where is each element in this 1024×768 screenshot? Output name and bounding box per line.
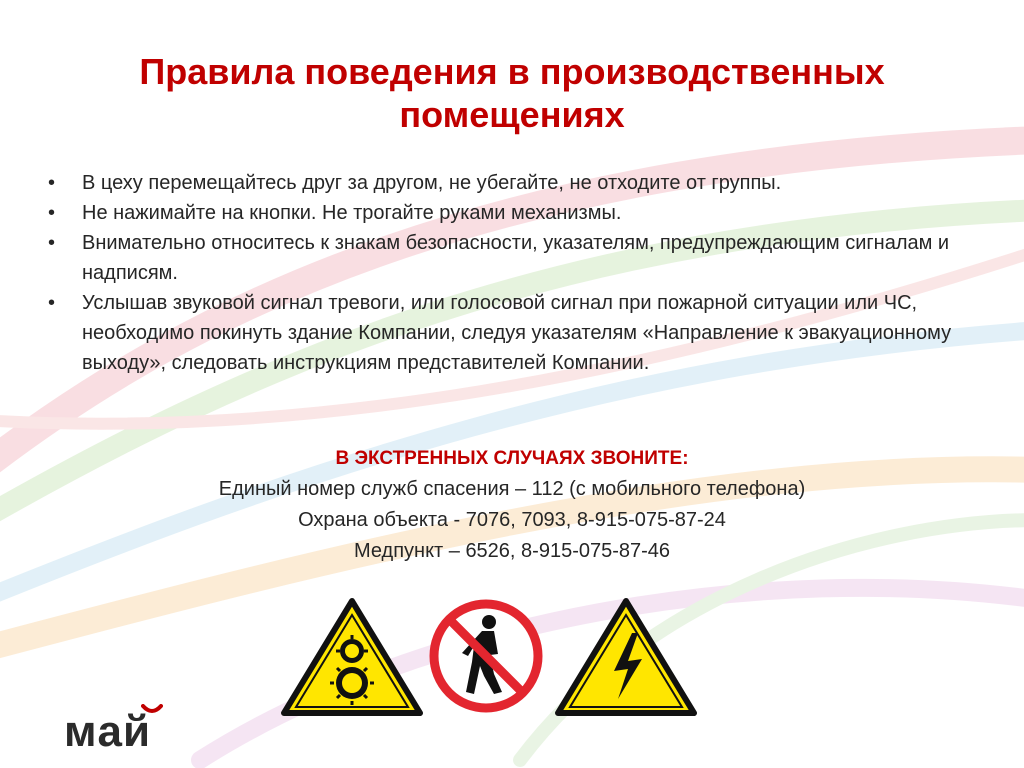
emergency-line-security: Охрана объекта - 7076, 7093, 8-915-075-87-24 [298, 509, 726, 531]
bullet-marker: • [48, 292, 56, 314]
list-item [48, 168, 968, 198]
emergency-heading: В ЭКСТРЕННЫХ СЛУЧАЯХ ЗВОНИТЕ: [335, 448, 689, 469]
list-item-text: Внимательно относитесь к знакам безопасности, указателям, предупреждающим сигналам и надписям. [82, 232, 950, 284]
bullet-marker: • [48, 172, 56, 194]
no-pedestrians-icon [428, 598, 544, 714]
emergency-line-medical: Медпункт – 6526, 8-915-075-87-46 [353, 540, 671, 562]
slide-title: Правила поведения в производственных помещениях [139, 51, 885, 135]
emergency-contacts [0, 444, 1024, 567]
rules-list [48, 168, 968, 378]
list-item-text: Услышав звуковой сигнал тревоги, или голосовой сигнал при пожарной ситуации или ЧС, необходимо покинуть здание Компании, следуя указателям «Направление к эвакуационному выходу», следовать инструкциям представителей Компании. [82, 292, 952, 374]
list-item-text: В цеху перемещайтесь друг за другом, не убегайте, не отходите от группы. [82, 172, 782, 194]
gears-warning-icon [278, 595, 426, 719]
list-item [48, 228, 968, 288]
logo-accent-icon [141, 704, 163, 714]
bullet-marker: • [48, 202, 56, 224]
logo-text: мaй [64, 707, 152, 756]
list-item-text: Не нажимайте на кнопки. Не трогайте руками механизмы. [82, 202, 622, 224]
bullet-marker: • [48, 232, 56, 254]
list-item [48, 198, 968, 228]
emergency-line-rescue: Единый номер служб спасения – 112 (с мобильного телефона) [218, 478, 806, 500]
electric-hazard-icon [552, 595, 700, 719]
company-logo [64, 708, 151, 756]
list-item [48, 288, 968, 378]
